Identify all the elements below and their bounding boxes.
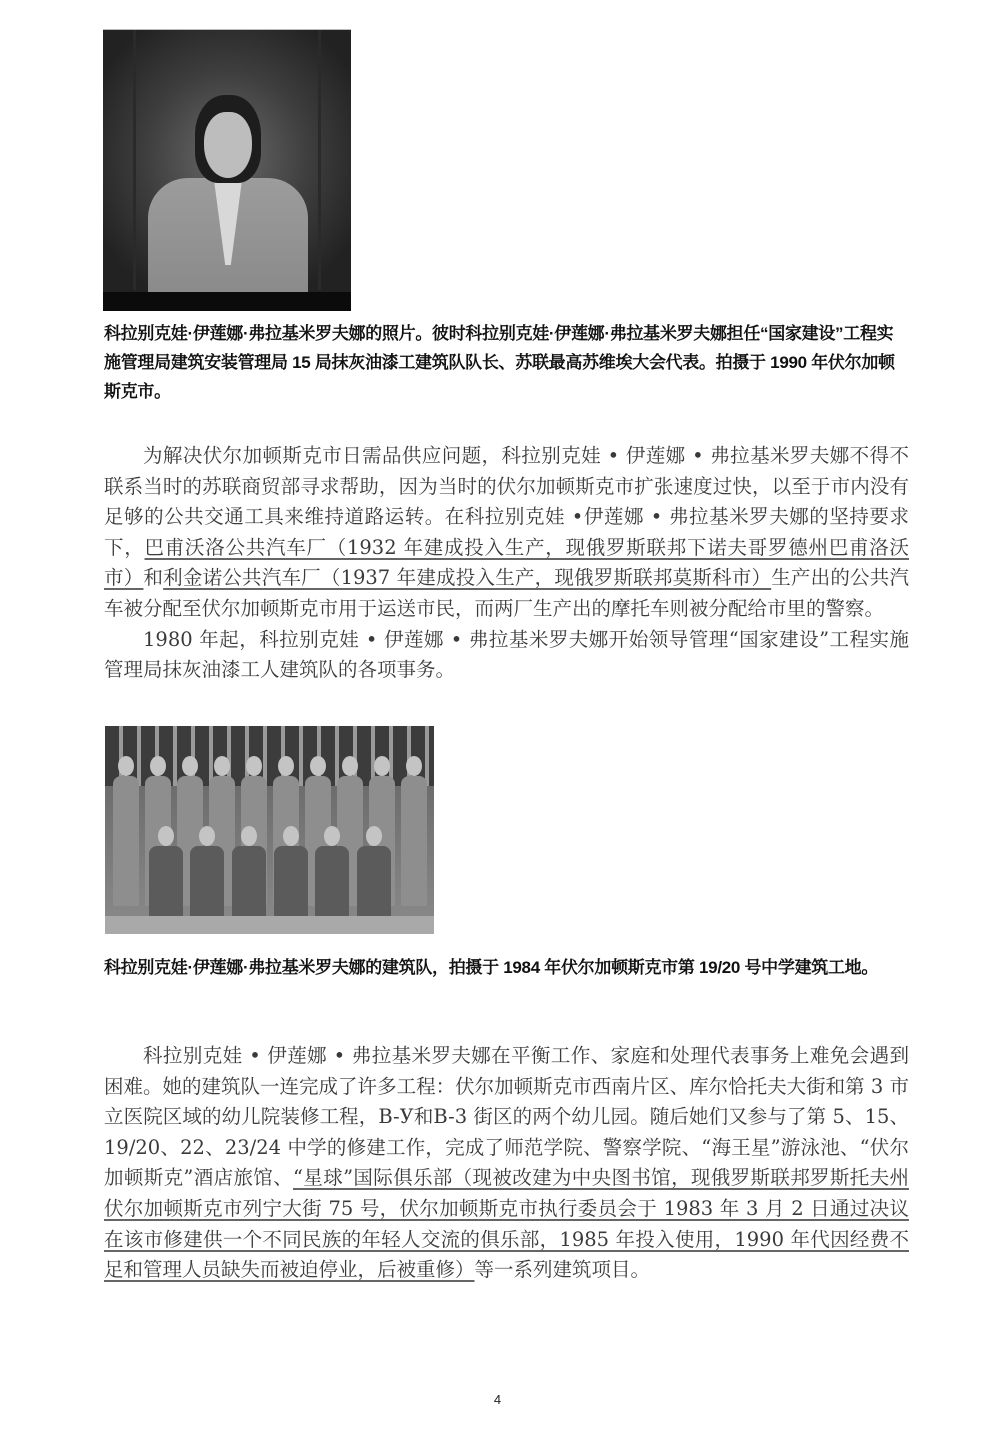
person-figure [401,756,427,906]
construction-team-photo [105,726,434,934]
paragraph-text: 等一系列建筑项目。 [474,1258,651,1282]
body-section-1 [104,441,909,686]
underlined-note-likino-factory: 利金诺公共汽车厂（1937 年建成投入生产，现俄罗斯联邦莫斯科市） [163,566,772,590]
paragraph-text: 生产出的公共汽车被分配至伏尔加顿斯克市用于运送市民，而两厂生产出的摩托车则被分配给市里的警察。 [104,566,909,620]
body-section-2 [104,1041,909,1286]
person-figure [357,826,391,921]
curtain-fold [318,30,321,290]
person-figure [149,826,183,921]
portrait-caption: 科拉别克娃·伊莲娜·弗拉基米罗夫娜的照片。彼时科拉别克娃·伊莲娜·弗拉基米罗夫娜担任“国家建设”工程实施管理局建筑安装管理局 15 局抹灰油漆工建筑队队长、苏联最高苏维埃大会代表。拍摄于 1990 年伏尔加顿斯克市。 [104,324,895,401]
paragraph-projects [104,1041,909,1286]
ground [105,916,434,934]
table-edge [103,292,351,311]
person-figure [232,826,266,921]
person-figure [113,756,139,906]
paragraph-text: 和 [143,566,164,590]
paragraph-text: 科拉别克娃 • 伊莲娜 • 弗拉基米罗夫娜在平衡工作、家庭和处理代表事务上难免会遇到困难。她的建筑队一连完成了许多工程：伏尔加顿斯克市西南片区、库尔恰托夫大街和第 3 市立医院区域的幼儿院装修工程，B-У和B-3 街区的两个幼儿园。随后她们又参与了第 5、15、19/20、22、23/24 中学的修建工作，完成了师范学院、警察学院、“海王星”游泳池、“伏尔加顿斯克”酒店旅馆、 [104,1044,909,1190]
underlined-note-pavlovo-factory: 巴甫沃洛公共汽车厂（1932 年建成投入生产，现俄罗斯联邦下诺夫哥罗德州巴甫洛沃市） [104,535,909,590]
face-shape [204,112,252,178]
paragraph-1980-leadership: 1980 年起，科拉别克娃 • 伊莲娜 • 弗拉基米罗夫娜开始领导管理“国家建设”工程实施管理局抹灰油漆工人建筑队的各项事务。 [104,627,909,682]
person-figure [315,826,349,921]
team-photo-caption: 科拉别克娃·伊莲娜·弗拉基米罗夫娜的建筑队，拍摄于 1984 年伏尔加顿斯克市第 19/20 号中学建筑工地。 [104,958,879,977]
portrait-photo [103,29,351,311]
kneeling-row [145,826,395,921]
person-figure [190,826,224,921]
curtain-fold [133,30,136,290]
person-figure [274,826,308,921]
paragraph-bus-factories [104,441,909,625]
page-number: 4 [493,1392,502,1407]
underlined-note-planet-club: “星球”国际俱乐部（现被改建为中央图书馆，现俄罗斯联邦罗斯托夫州伏尔加顿斯克市列宁大街 75 号，伏尔加顿斯克市执行委员会于 1983 年 3 月 2 日通过决议在该市修建供一个不同民族的年轻人交流的俱乐部，1985 年投入使用，1990 年代因经费不足和管理人员缺失而被迫停业，后被重修） [104,1166,909,1282]
paragraph-text: 为解决伏尔加顿斯克市日需品供应问题，科拉别克娃 • 伊莲娜 • 弗拉基米罗夫娜不得不联系当时的苏联商贸部寻求帮助，因为当时的伏尔加顿斯克市扩张速度过快，以至于市内没有足够的公共交通工具来维持道路运转。在科拉别克娃 •伊莲娜 • 弗拉基米罗夫娜的坚持要求下， [104,444,909,559]
